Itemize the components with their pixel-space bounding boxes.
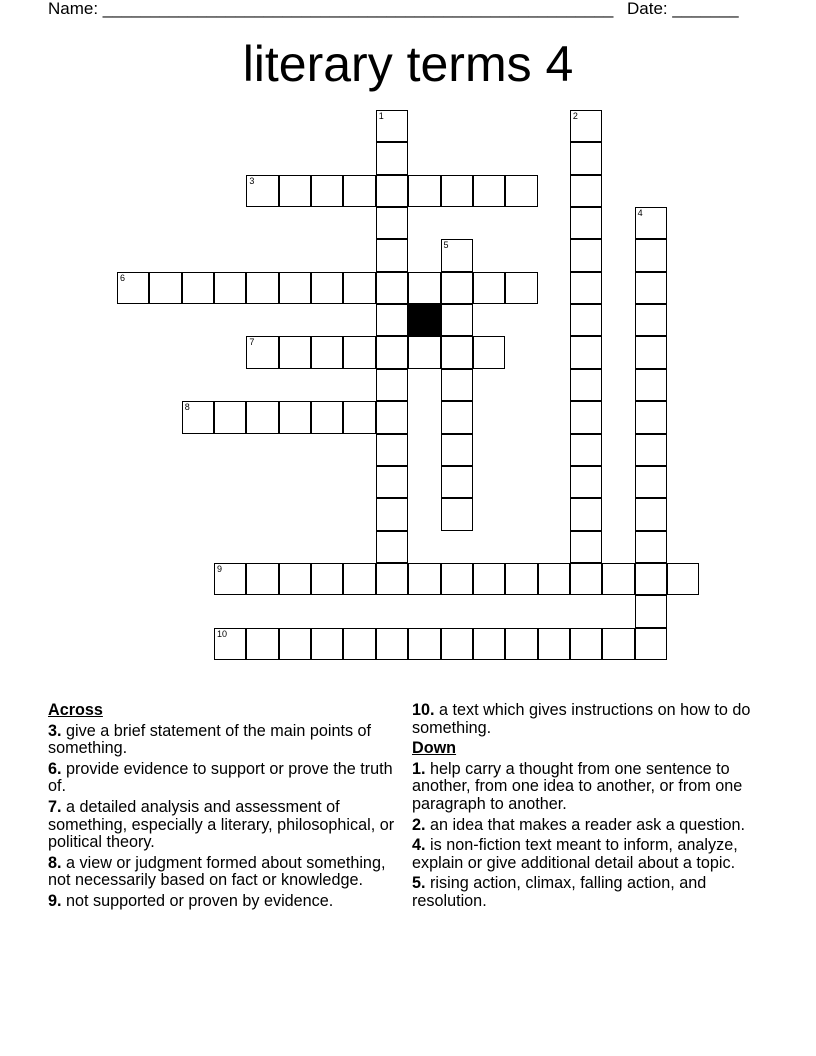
grid-block-cell bbox=[408, 304, 440, 336]
grid-cell[interactable] bbox=[376, 142, 408, 174]
clue-number: 1. bbox=[412, 759, 426, 778]
grid-cell[interactable] bbox=[635, 434, 667, 466]
grid-cell[interactable] bbox=[279, 336, 311, 368]
grid-cell[interactable] bbox=[246, 563, 278, 595]
grid-cell[interactable] bbox=[441, 175, 473, 207]
grid-cell[interactable] bbox=[570, 304, 602, 336]
grid-cell[interactable] bbox=[441, 434, 473, 466]
clue-number-label: 1 bbox=[378, 111, 384, 121]
grid-cell[interactable] bbox=[408, 563, 440, 595]
grid-cell[interactable] bbox=[441, 272, 473, 304]
grid-cell[interactable] bbox=[570, 628, 602, 660]
across-heading: Across bbox=[48, 701, 103, 719]
down-clue bbox=[412, 761, 772, 814]
grid-cell[interactable] bbox=[505, 628, 537, 660]
grid-cell[interactable] bbox=[441, 239, 473, 271]
grid-cell[interactable] bbox=[311, 336, 343, 368]
grid-cell[interactable] bbox=[635, 239, 667, 271]
grid-cell[interactable] bbox=[441, 304, 473, 336]
grid-cell[interactable] bbox=[376, 466, 408, 498]
grid-cell[interactable] bbox=[635, 595, 667, 627]
grid-cell[interactable] bbox=[117, 272, 149, 304]
grid-cell[interactable] bbox=[311, 401, 343, 433]
grid-cell[interactable] bbox=[570, 531, 602, 563]
clue-number: 2. bbox=[412, 815, 426, 834]
grid-cell[interactable] bbox=[473, 628, 505, 660]
grid-cell[interactable] bbox=[376, 563, 408, 595]
grid-cell[interactable] bbox=[279, 628, 311, 660]
grid-cell[interactable] bbox=[246, 175, 278, 207]
grid-cell[interactable] bbox=[473, 175, 505, 207]
clue-number-label: 9 bbox=[217, 563, 223, 574]
clue-text: a view or judgment formed about something, not necessarily based on fact or knowledge. bbox=[48, 853, 386, 890]
grid-cell[interactable] bbox=[182, 272, 214, 304]
grid-cell[interactable] bbox=[376, 434, 408, 466]
grid-cell[interactable] bbox=[376, 175, 408, 207]
grid-cell[interactable] bbox=[635, 531, 667, 563]
clues-column-left bbox=[48, 702, 398, 914]
grid-cell[interactable] bbox=[441, 336, 473, 368]
grid-cell[interactable] bbox=[376, 239, 408, 271]
clue-number-label: 10 bbox=[217, 628, 228, 639]
clue-number: 10. bbox=[412, 701, 435, 719]
down-clue bbox=[412, 837, 772, 872]
grid-cell[interactable] bbox=[246, 272, 278, 304]
grid-cell[interactable] bbox=[343, 175, 375, 207]
grid-cell[interactable] bbox=[408, 175, 440, 207]
grid-cell[interactable] bbox=[376, 401, 408, 433]
grid-cell[interactable] bbox=[311, 563, 343, 595]
grid-cell[interactable] bbox=[441, 369, 473, 401]
across-clue bbox=[412, 702, 772, 737]
grid-cell[interactable] bbox=[149, 272, 181, 304]
grid-cell[interactable] bbox=[441, 498, 473, 530]
grid-cell[interactable] bbox=[635, 401, 667, 433]
clue-text: an idea that makes a reader ask a question. bbox=[425, 815, 745, 834]
grid-cell[interactable] bbox=[570, 563, 602, 595]
grid-cell[interactable] bbox=[279, 175, 311, 207]
grid-cell[interactable] bbox=[376, 207, 408, 239]
down-clue bbox=[412, 817, 772, 835]
clue-text: is non-fiction text meant to inform, analyze, explain or give additional detail about a topic. bbox=[412, 836, 738, 872]
grid-cell[interactable] bbox=[441, 401, 473, 433]
grid-cell[interactable] bbox=[376, 369, 408, 401]
grid-cell[interactable] bbox=[343, 401, 375, 433]
grid-cell[interactable] bbox=[214, 563, 246, 595]
clue-number-label: 6 bbox=[120, 272, 126, 283]
clue-text: a detailed analysis and assessment of something, especially a literary, philosophical, or political theory. bbox=[48, 797, 395, 852]
grid-cell[interactable] bbox=[602, 628, 634, 660]
clue-text: provide evidence to support or prove the truth of. bbox=[48, 759, 393, 796]
clues-column-right bbox=[412, 702, 772, 914]
grid-cell[interactable] bbox=[311, 628, 343, 660]
grid-cell[interactable] bbox=[635, 207, 667, 239]
grid-cell[interactable] bbox=[635, 563, 667, 595]
clue-text: rising action, climax, falling action, and resolution. bbox=[412, 874, 707, 910]
grid-cell[interactable] bbox=[538, 628, 570, 660]
down-clue bbox=[412, 875, 772, 910]
grid-cell[interactable] bbox=[570, 207, 602, 239]
grid-cell[interactable] bbox=[279, 563, 311, 595]
grid-cell[interactable] bbox=[570, 498, 602, 530]
clue-number-label: 3 bbox=[249, 175, 255, 186]
grid-cell[interactable] bbox=[408, 628, 440, 660]
clue-number-label: 8 bbox=[184, 402, 190, 413]
grid-cell[interactable] bbox=[570, 369, 602, 401]
grid-cell[interactable] bbox=[635, 498, 667, 530]
grid-cell[interactable] bbox=[570, 336, 602, 368]
grid-cell[interactable] bbox=[635, 628, 667, 660]
grid-cell[interactable] bbox=[376, 498, 408, 530]
grid-cell[interactable] bbox=[408, 272, 440, 304]
grid-cell[interactable] bbox=[376, 628, 408, 660]
clue-number: 5. bbox=[412, 874, 426, 893]
grid-cell[interactable] bbox=[570, 401, 602, 433]
clue-number-label: 4 bbox=[637, 208, 643, 219]
grid-cell[interactable] bbox=[376, 336, 408, 368]
grid-cell[interactable] bbox=[343, 336, 375, 368]
across-clue bbox=[48, 893, 398, 911]
clue-text: a text which gives instructions on how to do something. bbox=[412, 701, 751, 737]
grid-cell[interactable] bbox=[408, 336, 440, 368]
clue-number: 4. bbox=[412, 836, 426, 855]
across-clue bbox=[48, 855, 398, 890]
grid-cell[interactable] bbox=[214, 628, 246, 660]
grid-cell[interactable] bbox=[635, 369, 667, 401]
clue-number-label: 5 bbox=[443, 240, 449, 251]
grid-cell[interactable] bbox=[538, 563, 570, 595]
grid-cell[interactable] bbox=[667, 563, 699, 595]
grid-cell[interactable] bbox=[182, 401, 214, 433]
clue-number: 9. bbox=[48, 891, 62, 910]
clue-number: 3. bbox=[48, 721, 62, 740]
grid-cell[interactable] bbox=[635, 336, 667, 368]
grid-cell[interactable] bbox=[635, 272, 667, 304]
down-heading: Down bbox=[412, 739, 457, 758]
date-field-label: Date: _______ bbox=[627, 0, 739, 18]
clue-text: not supported or proven by evidence. bbox=[61, 891, 334, 910]
clue-number: 8. bbox=[48, 853, 62, 872]
grid-cell[interactable] bbox=[311, 175, 343, 207]
grid-cell[interactable] bbox=[214, 272, 246, 304]
grid-cell[interactable] bbox=[376, 304, 408, 336]
clue-text: help carry a thought from one sentence to another, from one idea to another, or from one paragraph to another. bbox=[412, 759, 743, 813]
grid-cell[interactable] bbox=[602, 563, 634, 595]
puzzle-title: literary terms 4 bbox=[242, 36, 574, 92]
clue-number-label: 2 bbox=[572, 111, 578, 121]
grid-cell[interactable] bbox=[505, 563, 537, 595]
grid-cell[interactable] bbox=[376, 272, 408, 304]
grid-cell[interactable] bbox=[279, 272, 311, 304]
grid-cell[interactable] bbox=[376, 531, 408, 563]
grid-cell[interactable] bbox=[473, 336, 505, 368]
grid-cell[interactable] bbox=[570, 110, 602, 142]
grid-cell[interactable] bbox=[570, 175, 602, 207]
grid-cell[interactable] bbox=[343, 272, 375, 304]
name-field-label: Name: ______________________________________________________ bbox=[48, 0, 614, 18]
grid-cell[interactable] bbox=[473, 563, 505, 595]
grid-cell[interactable] bbox=[311, 272, 343, 304]
grid-cell[interactable] bbox=[473, 272, 505, 304]
clue-number: 6. bbox=[48, 759, 62, 778]
grid-cell[interactable] bbox=[246, 401, 278, 433]
grid-cell[interactable] bbox=[570, 434, 602, 466]
grid-cell[interactable] bbox=[343, 563, 375, 595]
across-clue bbox=[48, 799, 398, 852]
grid-cell[interactable] bbox=[570, 272, 602, 304]
grid-cell[interactable] bbox=[441, 628, 473, 660]
grid-cell[interactable] bbox=[376, 110, 408, 142]
across-clue bbox=[48, 723, 398, 758]
grid-cell[interactable] bbox=[246, 336, 278, 368]
grid-cell[interactable] bbox=[214, 401, 246, 433]
grid-cell[interactable] bbox=[441, 563, 473, 595]
grid-cell[interactable] bbox=[246, 628, 278, 660]
across-clue bbox=[48, 761, 398, 796]
grid-cell[interactable] bbox=[279, 401, 311, 433]
grid-cell[interactable] bbox=[635, 466, 667, 498]
clue-number-label: 7 bbox=[249, 337, 255, 348]
grid-cell[interactable] bbox=[570, 142, 602, 174]
clue-number: 7. bbox=[48, 797, 62, 816]
grid-cell[interactable] bbox=[505, 175, 537, 207]
grid-cell[interactable] bbox=[570, 239, 602, 271]
grid-cell[interactable] bbox=[441, 466, 473, 498]
grid-cell[interactable] bbox=[570, 466, 602, 498]
grid-cell[interactable] bbox=[343, 628, 375, 660]
clue-text: give a brief statement of the main points of something. bbox=[48, 721, 372, 758]
grid-cell[interactable] bbox=[635, 304, 667, 336]
grid-cell[interactable] bbox=[505, 272, 537, 304]
